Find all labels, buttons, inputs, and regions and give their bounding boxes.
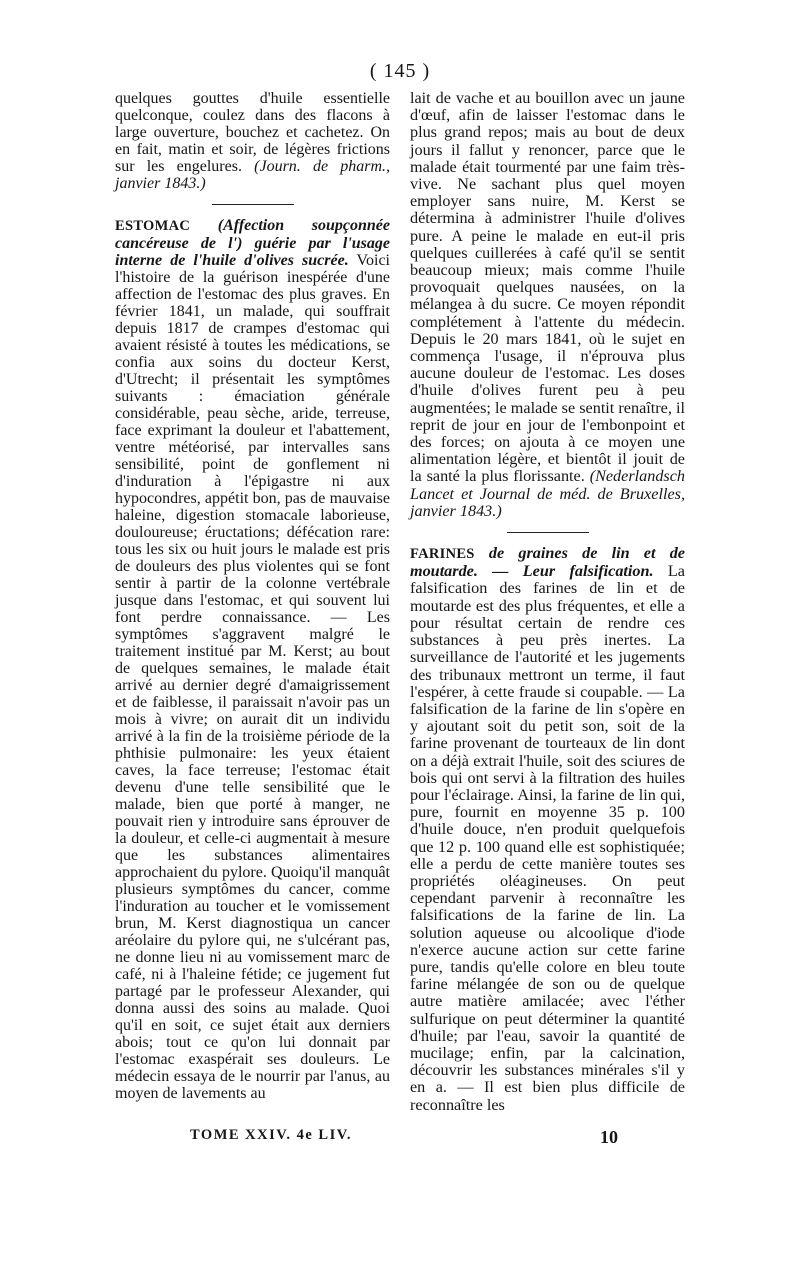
left-column xyxy=(115,90,390,1102)
section-divider xyxy=(507,532,589,533)
estomac-subtitle: (Affection soupçonnée cancéreuse de l') guérie par l'usage interne de l'huile d'olives sucrée. xyxy=(115,217,390,269)
right-continuation-paragraph xyxy=(410,90,685,520)
page-number: ( 145 ) xyxy=(369,60,431,82)
section-divider xyxy=(212,204,294,205)
farines-article xyxy=(410,545,685,1114)
right-column xyxy=(410,90,685,1114)
footer-sheet-number: 10 xyxy=(600,1127,618,1147)
right-continuation-source: (Nederlandsch Lancet et Journal de méd. de Bruxelles, janvier 1843.) xyxy=(410,467,685,520)
estomac-title: ESTOMAC xyxy=(115,218,191,234)
farines-body: La falsification des farines de lin et de moutarde est des plus fréquentes, et elle a pour résultat certain de rendre ces substances à peu près inertes. La surveillance de l'autorité et les jugements des tribunaux mettront un terme, il faut l'espérer, à cette fraude si coupable. — La falsification de la farine de lin s'opère en y ajoutant soit du petit son, soit de la farine provenant de tourteaux de lin dont on a déjà extrait l'huile, soit des sciures de bois qui ont servi à la filtration des huiles pour l'éclairage. Ainsi, la farine de lin qui, pure, fournit en moyenne 35 p. 100 d'huile douce, n'en produit quelquefois que 12 p. 100 quand elle est sophistiquée; elle a perdu de cette manière toutes ses propriétés oléagineuses. On peut cependant parvenir à reconnaître les falsifications de la farine de lin. La solution aqueuse ou alcoolique d'iode n'exerce aucune action sur cette farine pure, tandis qu'elle colore en bleu toute farine mélangée de son ou de quelque autre matière amilacée; avec l'éther sulfurique on peut déterminer la quantité d'huile; par l'eau, savoir la quantité de mucilage; enfin, par la calcination, découvrir les substances minérales s'il y en a. — Il est bien plus difficile de reconnaître les xyxy=(410,562,685,1114)
footer-signature: TOME XXIV. 4e LIV. xyxy=(190,1127,352,1143)
left-intro-paragraph xyxy=(115,90,390,192)
right-continuation-text: lait de vache et au bouillon avec un jaune d'œuf, afin de laisser l'estomac dans le plus grand repos; mais au bout de deux jours il fallut y renoncer, parce que le malade était tourmenté par une faim très-vive. Ne sachant plus quel moyen employer sans nuire, M. Kerst se détermina à administrer l'huile d'olives pure. A peine le malade en eut-il pris quelques cuillerées à café qu'il se sentit beaucoup mieux; mais comme l'huile provoquait quelques nausées, on la mélangea à du sucre. Ce moyen répondit complétement à l'attente du médecin. Depuis le 20 mars 1841, où le sujet en commença l'usage, il n'éprouva plus aucune douleur de l'estomac. Les doses d'huile d'olives furent peu à peu augmentées; le malade se sentit renaître, il reprit de jour en jour de l'embonpoint et des forces; on ajouta à ce moyen une alimentation légère, et bientôt il jouit de la santé la plus florissante. xyxy=(410,89,685,486)
estomac-article xyxy=(115,217,390,1102)
left-intro-source: (Journ. de pharm., janvier 1843.) xyxy=(115,158,391,192)
left-intro-text: quelques gouttes d'huile essentielle quelconque, coulez dans des flacons à large ouverture, bouchez et cachetez. On en fait, matin et soir, de légères frictions sur les engelures. xyxy=(115,90,390,175)
farines-title: FARINES xyxy=(410,546,475,563)
estomac-body: Voici l'histoire de la guérison inespérée d'une affection de l'estomac des plus graves. En février 1841, un malade, qui souffrait depuis 1817 de crampes d'estomac qui avaient résisté à toutes les médications, se confia aux soins du docteur Kerst, d'Utrecht; il présentait les symptômes suivants : émaciation générale considérable, peau sèche, aride, terreuse, face exprimant la douleur et l'abattement, ventre météorisé, par intervalles sans sensibilité, point de gonflement ni d'induration à l'épigastre ni aux hypocondres, appétit bon, pas de mauvaise haleine, digestion stomacale laborieuse, douloureuse; éructations; défécation rare: tous les six ou huit jours le malade est pris de douleurs des plus violentes qui se font sentir à partir de la colonne vertébrale jusque dans l'estomac, et qui souvent lui font perdre connaissance. — Les symptômes s'aggravent malgré le traitement institué par M. Kerst; au bout de quelques semaines, le malade était arrivé au dernier degré d'amaigrissement et de faiblesse, il paraissait n'avoir pas un mois à vivre; on aurait dit un individu arrivé à la fin de la troisième période de la phthisie pulmonaire: les yeux étaient caves, la face terreuse; l'estomac était devenu d'une telle sensibilité que le malade, bien que porté à manger, ne pouvait rien y introduire sans éprouver de la douleur, et celle-ci augmentait à mesure que les substances alimentaires approchaient du pylore. Quoiqu'il manquât plusieurs symptômes du cancer, comme l'induration au toucher et le vomissement brun, M. Kerst diagnostiqua un cancer aréolaire du pylore qui, ne s'ulcérant pas, ne donne lieu ni au vomissement marc de café, ni à l'haleine fétide; ce jugement fut partagé par le professeur Alexander, qui donna aussi des soins au malade. Quoi qu'il en soit, ce sujet était aux derniers abois; tout ce qu'on lui donnait par l'estomac exaspérait ses douleurs. Le médecin essaya de le nourrir par l'anus, au moyen de lavements au xyxy=(115,252,390,1102)
farines-subtitle: de graines de lin et de moutarde. — Leur falsification. xyxy=(410,544,685,581)
